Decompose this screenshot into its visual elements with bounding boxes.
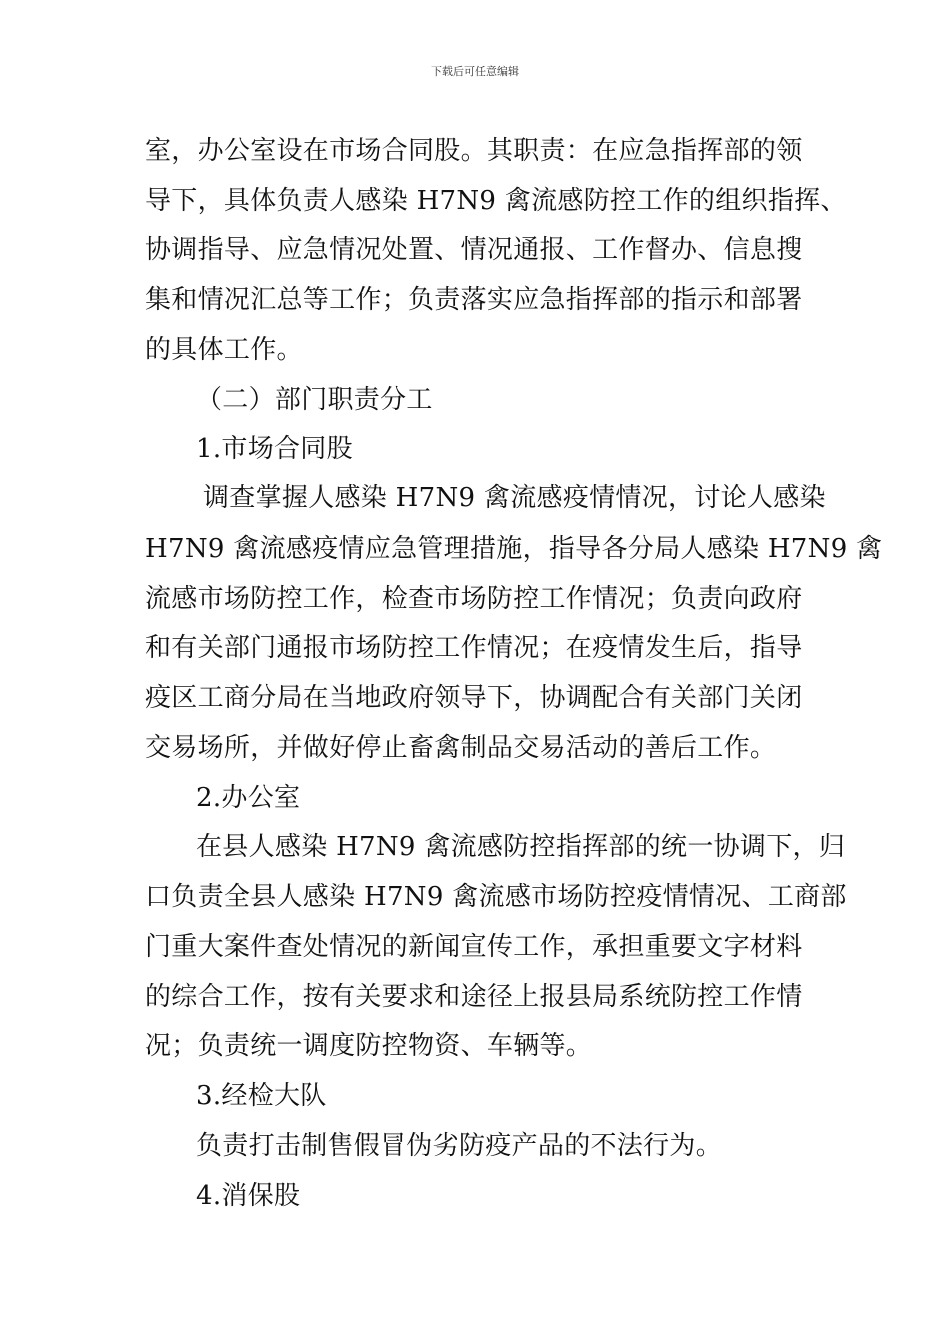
- body-line: 交易场所，并做好停止畜禽制品交易活动的善后工作。: [145, 733, 777, 763]
- body-line: 负责打击制售假冒伪劣防疫产品的不法行为。: [196, 1131, 723, 1161]
- subsection-heading: 2.办公室: [196, 783, 301, 813]
- body-line: 协调指导、应急情况处置、情况通报、工作督办、信息搜: [145, 235, 803, 265]
- body-line: H7N9 禽流感疫情应急管理措施，指导各分局人感染 H7N9 禽: [145, 534, 883, 564]
- body-line: 和有关部门通报市场防控工作情况；在疫情发生后，指导: [145, 633, 803, 663]
- body-line: 在县人感染 H7N9 禽流感防控指挥部的统一协调下，归: [196, 832, 846, 862]
- subsection-heading: 3.经检大队: [196, 1081, 327, 1111]
- body-line: 流感市场防控工作，检查市场防控工作情况；负责向政府: [145, 584, 803, 614]
- body-line: 况；负责统一调度防控物资、车辆等。: [145, 1031, 593, 1061]
- body-line: 口负责全县人感染 H7N9 禽流感市场防控疫情情况、工商部: [145, 882, 847, 912]
- body-line: 调查掌握人感染 H7N9 禽流感疫情情况，讨论人感染: [203, 483, 826, 513]
- body-line: 的综合工作，按有关要求和途径上报县局系统防控工作情: [145, 982, 803, 1012]
- subsection-heading: 4.消保股: [196, 1181, 301, 1211]
- body-line: 的具体工作。: [145, 335, 303, 365]
- page-header: 下载后可任意编辑: [431, 65, 519, 78]
- body-line: 集和情况汇总等工作；负责落实应急指挥部的指示和部署: [145, 285, 803, 315]
- subsection-heading: 1.市场合同股: [196, 434, 353, 464]
- body-line: 疫区工商分局在当地政府领导下，协调配合有关部门关闭: [145, 683, 803, 713]
- section-heading: （二）部门职责分工: [196, 385, 433, 415]
- body-line: 门重大案件查处情况的新闻宣传工作，承担重要文字材料: [145, 932, 803, 962]
- body-line: 导下，具体负责人感染 H7N9 禽流感防控工作的组织指挥、: [145, 186, 847, 216]
- body-line: 室，办公室设在市场合同股。其职责：在应急指挥部的领: [145, 136, 803, 166]
